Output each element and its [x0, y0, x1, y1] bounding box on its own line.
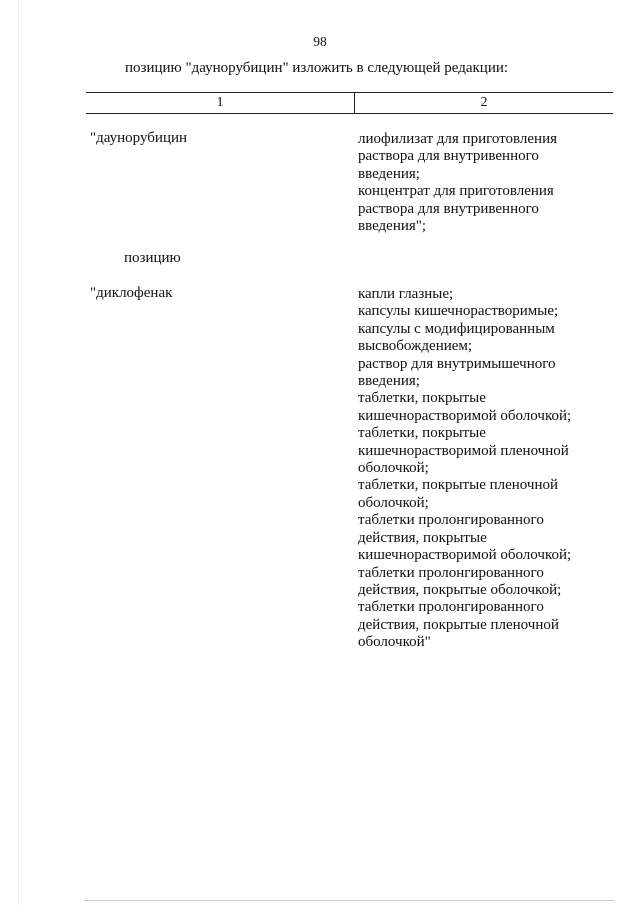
dosage-form-line: кишечнорастворимой оболочкой; — [358, 407, 572, 424]
dosage-form-line: таблетки пролонгированного — [358, 564, 544, 581]
dosage-form-line: действия, покрытые оболочкой; — [358, 581, 562, 598]
dosage-form-line: действия, покрытые пленочной — [358, 616, 559, 633]
dosage-form-line: таблетки, покрытые пленочной — [358, 477, 559, 494]
dosage-form-line: действия, покрытые — [358, 529, 487, 546]
dosage-form-line: высвобождением; — [358, 338, 473, 355]
dosage-form-line: введения; — [358, 373, 420, 390]
dosage-form-line: таблетки, покрытые — [358, 425, 486, 442]
dosage-form-line: таблетки пролонгированного — [358, 512, 544, 529]
dosage-form-line: концентрат для приготовления — [358, 183, 554, 200]
dosage-form-line: раствора для внутривенного — [358, 200, 539, 217]
dosage-form-line: введения; — [358, 165, 420, 182]
dosage-form-line: капсулы с модифицированным — [358, 320, 555, 337]
dosage-form-line: оболочкой; — [358, 494, 429, 511]
dosage-forms-diclofenac — [358, 286, 571, 652]
dosage-form-line: раствор для внутримышечного — [358, 355, 556, 372]
dosage-form-line: лиофилизат для приготовления — [358, 131, 558, 147]
drug-name-daunorubicin: "даунорубицин — [90, 130, 188, 146]
intro-text: позицию "даунорубицин" изложить в следующей редакции: — [125, 60, 509, 76]
page-number: 98 — [313, 34, 327, 49]
dosage-forms-daunorubicin — [358, 131, 557, 235]
drug-name-diclofenac: "диклофенак — [90, 285, 173, 301]
scan-edge-line — [18, 0, 19, 905]
column-1-header: 1 — [216, 95, 224, 110]
dosage-form-line: таблетки, покрытые — [358, 390, 486, 407]
dosage-form-line: капли глазные; — [358, 286, 454, 302]
dosage-form-line: оболочкой" — [358, 634, 431, 651]
dosage-form-line: раствора для внутривенного — [358, 148, 539, 165]
dosage-form-line: капсулы кишечнорастворимые; — [358, 303, 559, 320]
column-2-header: 2 — [480, 95, 488, 110]
bottom-edge-line — [84, 900, 614, 901]
dosage-form-line: оболочкой; — [358, 460, 429, 477]
table-header — [86, 92, 613, 114]
position-label: позицию — [124, 250, 181, 266]
dosage-form-line: таблетки пролонгированного — [358, 599, 544, 616]
dosage-form-line: введения"; — [358, 218, 427, 235]
dosage-form-line: кишечнорастворимой пленочной — [358, 442, 569, 459]
dosage-form-line: кишечнорастворимой оболочкой; — [358, 547, 572, 564]
